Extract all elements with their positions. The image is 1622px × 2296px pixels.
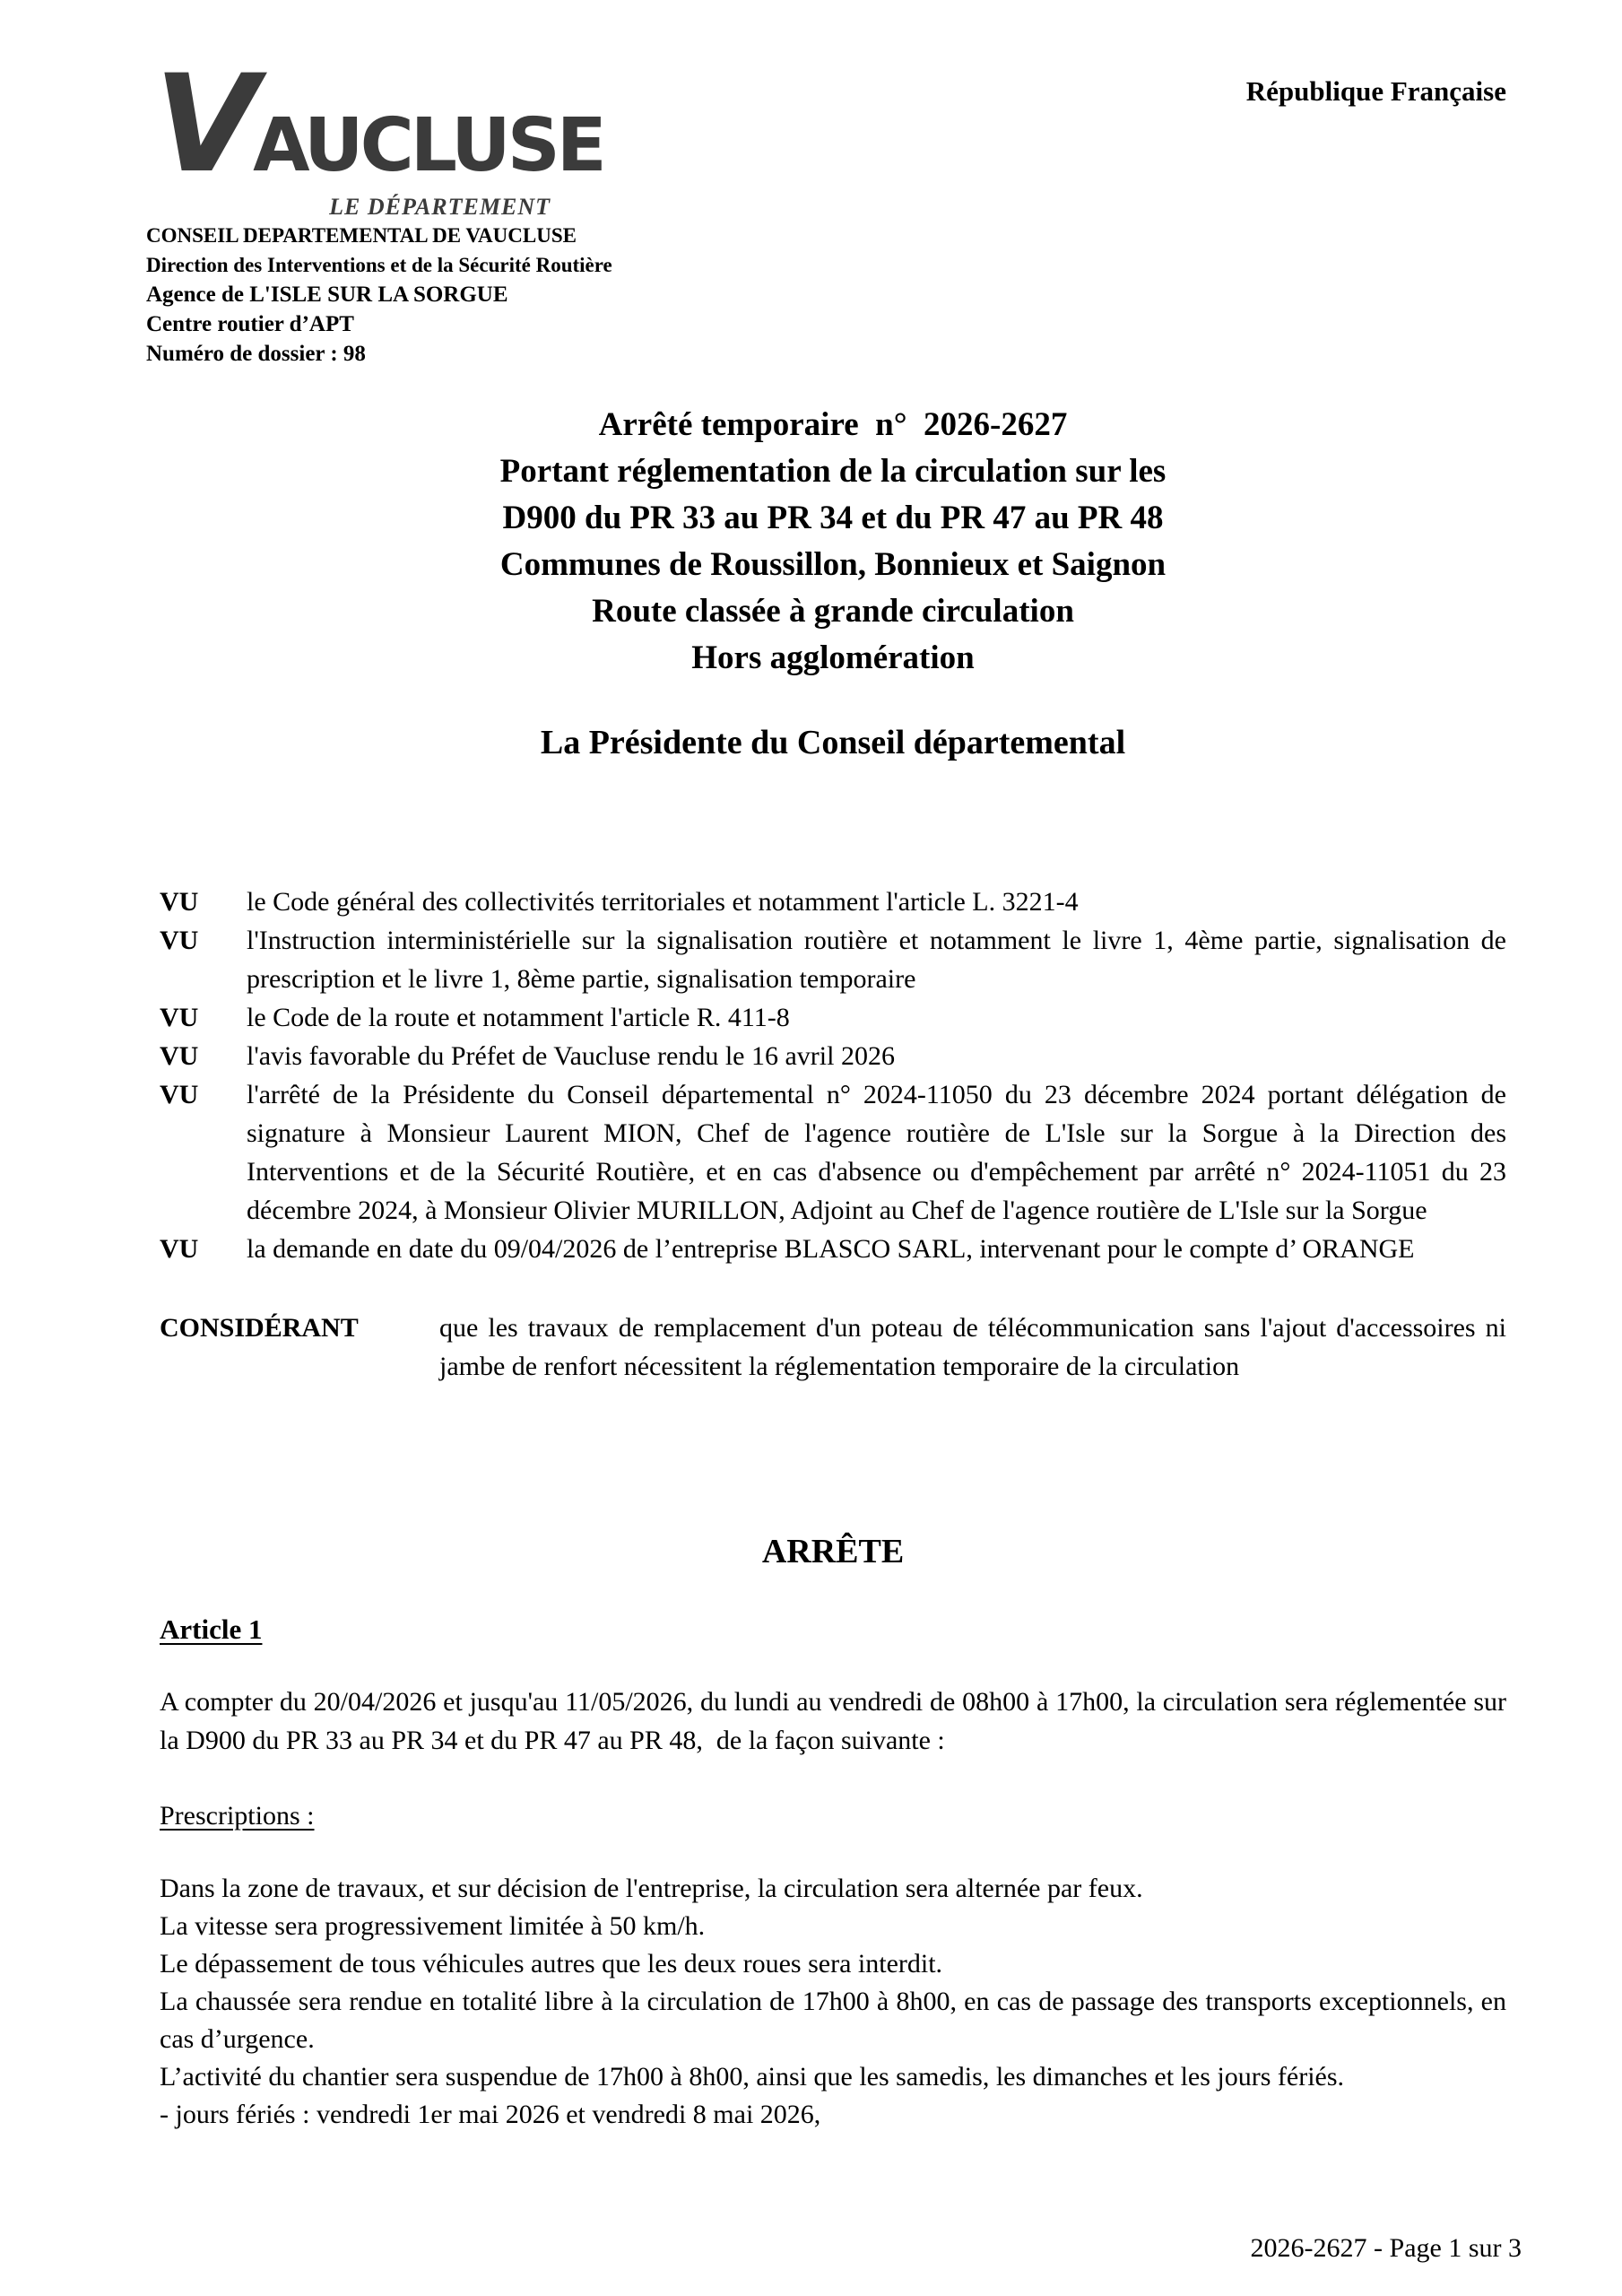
prescription-line: L’activité du chantier sera suspendue de 17h00 à 8h00, ainsi que les samedis, les dimanches et les jours fériés. [160,2062,1345,2092]
vaucluse-logo [154,47,603,221]
prescription-line: La vitesse sera progressivement limitée à 50 km/h. [160,1911,706,1941]
prescription-line: - jours fériés : vendredi 1er mai 2026 et vendredi 8 mai 2026, [160,2100,821,2129]
vu-text: l'arrêté de la Présidente du Conseil départemental n° 2024-11050 du 23 décembre 2024 portant délégation de signature à Monsieur Laurent MION, Chef de l'agence routière de L'Isle sur la Sorgue à la Direction des Interventions et de la Sécurité Routière, et en cas d'absence ou d'empêchement par arrêté n° 2024-11051 du 23 décembre 2024, à Monsieur Olivier MURILLON, Adjoint au Chef de l'agence routière de L'Isle sur la Sorgue [247,1080,1506,1225]
vu-text: le Code général des collectivités territoriales et notamment l'article L. 3221-4 [247,887,1079,917]
org-line-centre: Centre routier d’APT [146,312,354,336]
logo-wordmark [154,47,603,203]
presidente-heading: La Présidente du Conseil départemental [540,724,1126,761]
prescription-line: Le dépassement de tous véhicules autres que les deux roues sera interdit. [160,1949,943,1979]
vu-label: VU [160,1041,199,1071]
prescriptions-heading: Prescriptions : [160,1801,315,1831]
title-line-number: Arrêté temporaire n° 2026-2627 [598,406,1068,443]
header-org-block [146,221,612,369]
prescription-line: La chaussée sera rendue en totalité libre à la circulation de 17h00 à 8h00, en cas de passage des transports exceptionnels, en cas d’urgence. [160,1987,1506,2054]
page-footer: 2026-2627 - Page 1 sur 3 [1250,2233,1522,2263]
vu-label: VU [160,1003,199,1032]
vu-text: le Code de la route et notamment l'article R. 411-8 [247,1003,790,1032]
org-line-conseil: CONSEIL DEPARTEMENTAL DE VAUCLUSE [146,224,577,247]
title-line-route: Route classée à grande circulation [592,593,1074,630]
doc-title-block [160,402,1506,682]
vu-item [160,1037,1506,1075]
article1-heading: Article 1 [160,1613,263,1645]
logo-letter-v: V [154,47,254,203]
vu-text: l'avis favorable du Préfet de Vaucluse rendu le 16 avril 2026 [247,1041,895,1071]
title-line-portant: Portant réglementation de la circulation sur les [499,453,1167,490]
vu-section [160,883,1506,1386]
vu-label: VU [160,1080,199,1109]
vu-item [160,998,1506,1037]
vu-text: la demande en date du 09/04/2026 de l’entreprise BLASCO SARL, intervenant pour le compte d’ ORANGE [247,1234,1415,1264]
vu-label: VU [160,926,199,955]
title-line-road: D900 du PR 33 au PR 34 et du PR 47 au PR 48 [502,500,1164,536]
vu-text: l'Instruction interministérielle sur la signalisation routière et notamment le livre 1, 4ème partie, signalisation de prescription et le livre 1, 8ème partie, signalisation temporaire [247,926,1506,994]
prescriptions-list [160,1870,1506,2134]
title-line-communes: Communes de Roussillon, Bonnieux et Saignon [499,546,1167,583]
org-line-dossier: Numéro de dossier : 98 [146,342,366,366]
logo-subtitle: LE DÉPARTEMENT [329,194,551,220]
vu-item [160,1230,1506,1268]
vu-item [160,1075,1506,1230]
prescription-line: Dans la zone de travaux, et sur décision de l'entreprise, la circulation sera alternée par feux. [160,1874,1143,1903]
article1-intro: A compter du 20/04/2026 et jusqu'au 11/05/2026, du lundi au vendredi de 08h00 à 17h00, la circulation sera réglementée sur la D900 du PR 33 au PR 34 et du PR 47 au PR 48, de la façon suivante : [160,1687,1506,1755]
considerant-label: CONSIDÉRANT [160,1313,359,1343]
org-line-agence: Agence de L'ISLE SUR LA SORGUE [146,283,508,307]
vu-item [160,883,1506,921]
considerant-item [160,1309,1506,1386]
vu-item [160,921,1506,998]
republique-francaise-text: République Française [1245,75,1506,107]
vu-label: VU [160,887,199,917]
org-line-direction: Direction des Interventions et de la Sécurité Routière [146,254,612,276]
title-line-hors: Hors agglomération [691,639,975,676]
arrete-heading: ARRÊTE [761,1533,905,1570]
considerant-text: que les travaux de remplacement d'un poteau de télécommunication sans l'ajout d'accessoires ni jambe de renfort nécessitent la réglementation temporaire de la circulation [439,1313,1506,1381]
vu-label: VU [160,1234,199,1264]
logo-wordmark-rest: AUCLUSE [253,103,603,188]
